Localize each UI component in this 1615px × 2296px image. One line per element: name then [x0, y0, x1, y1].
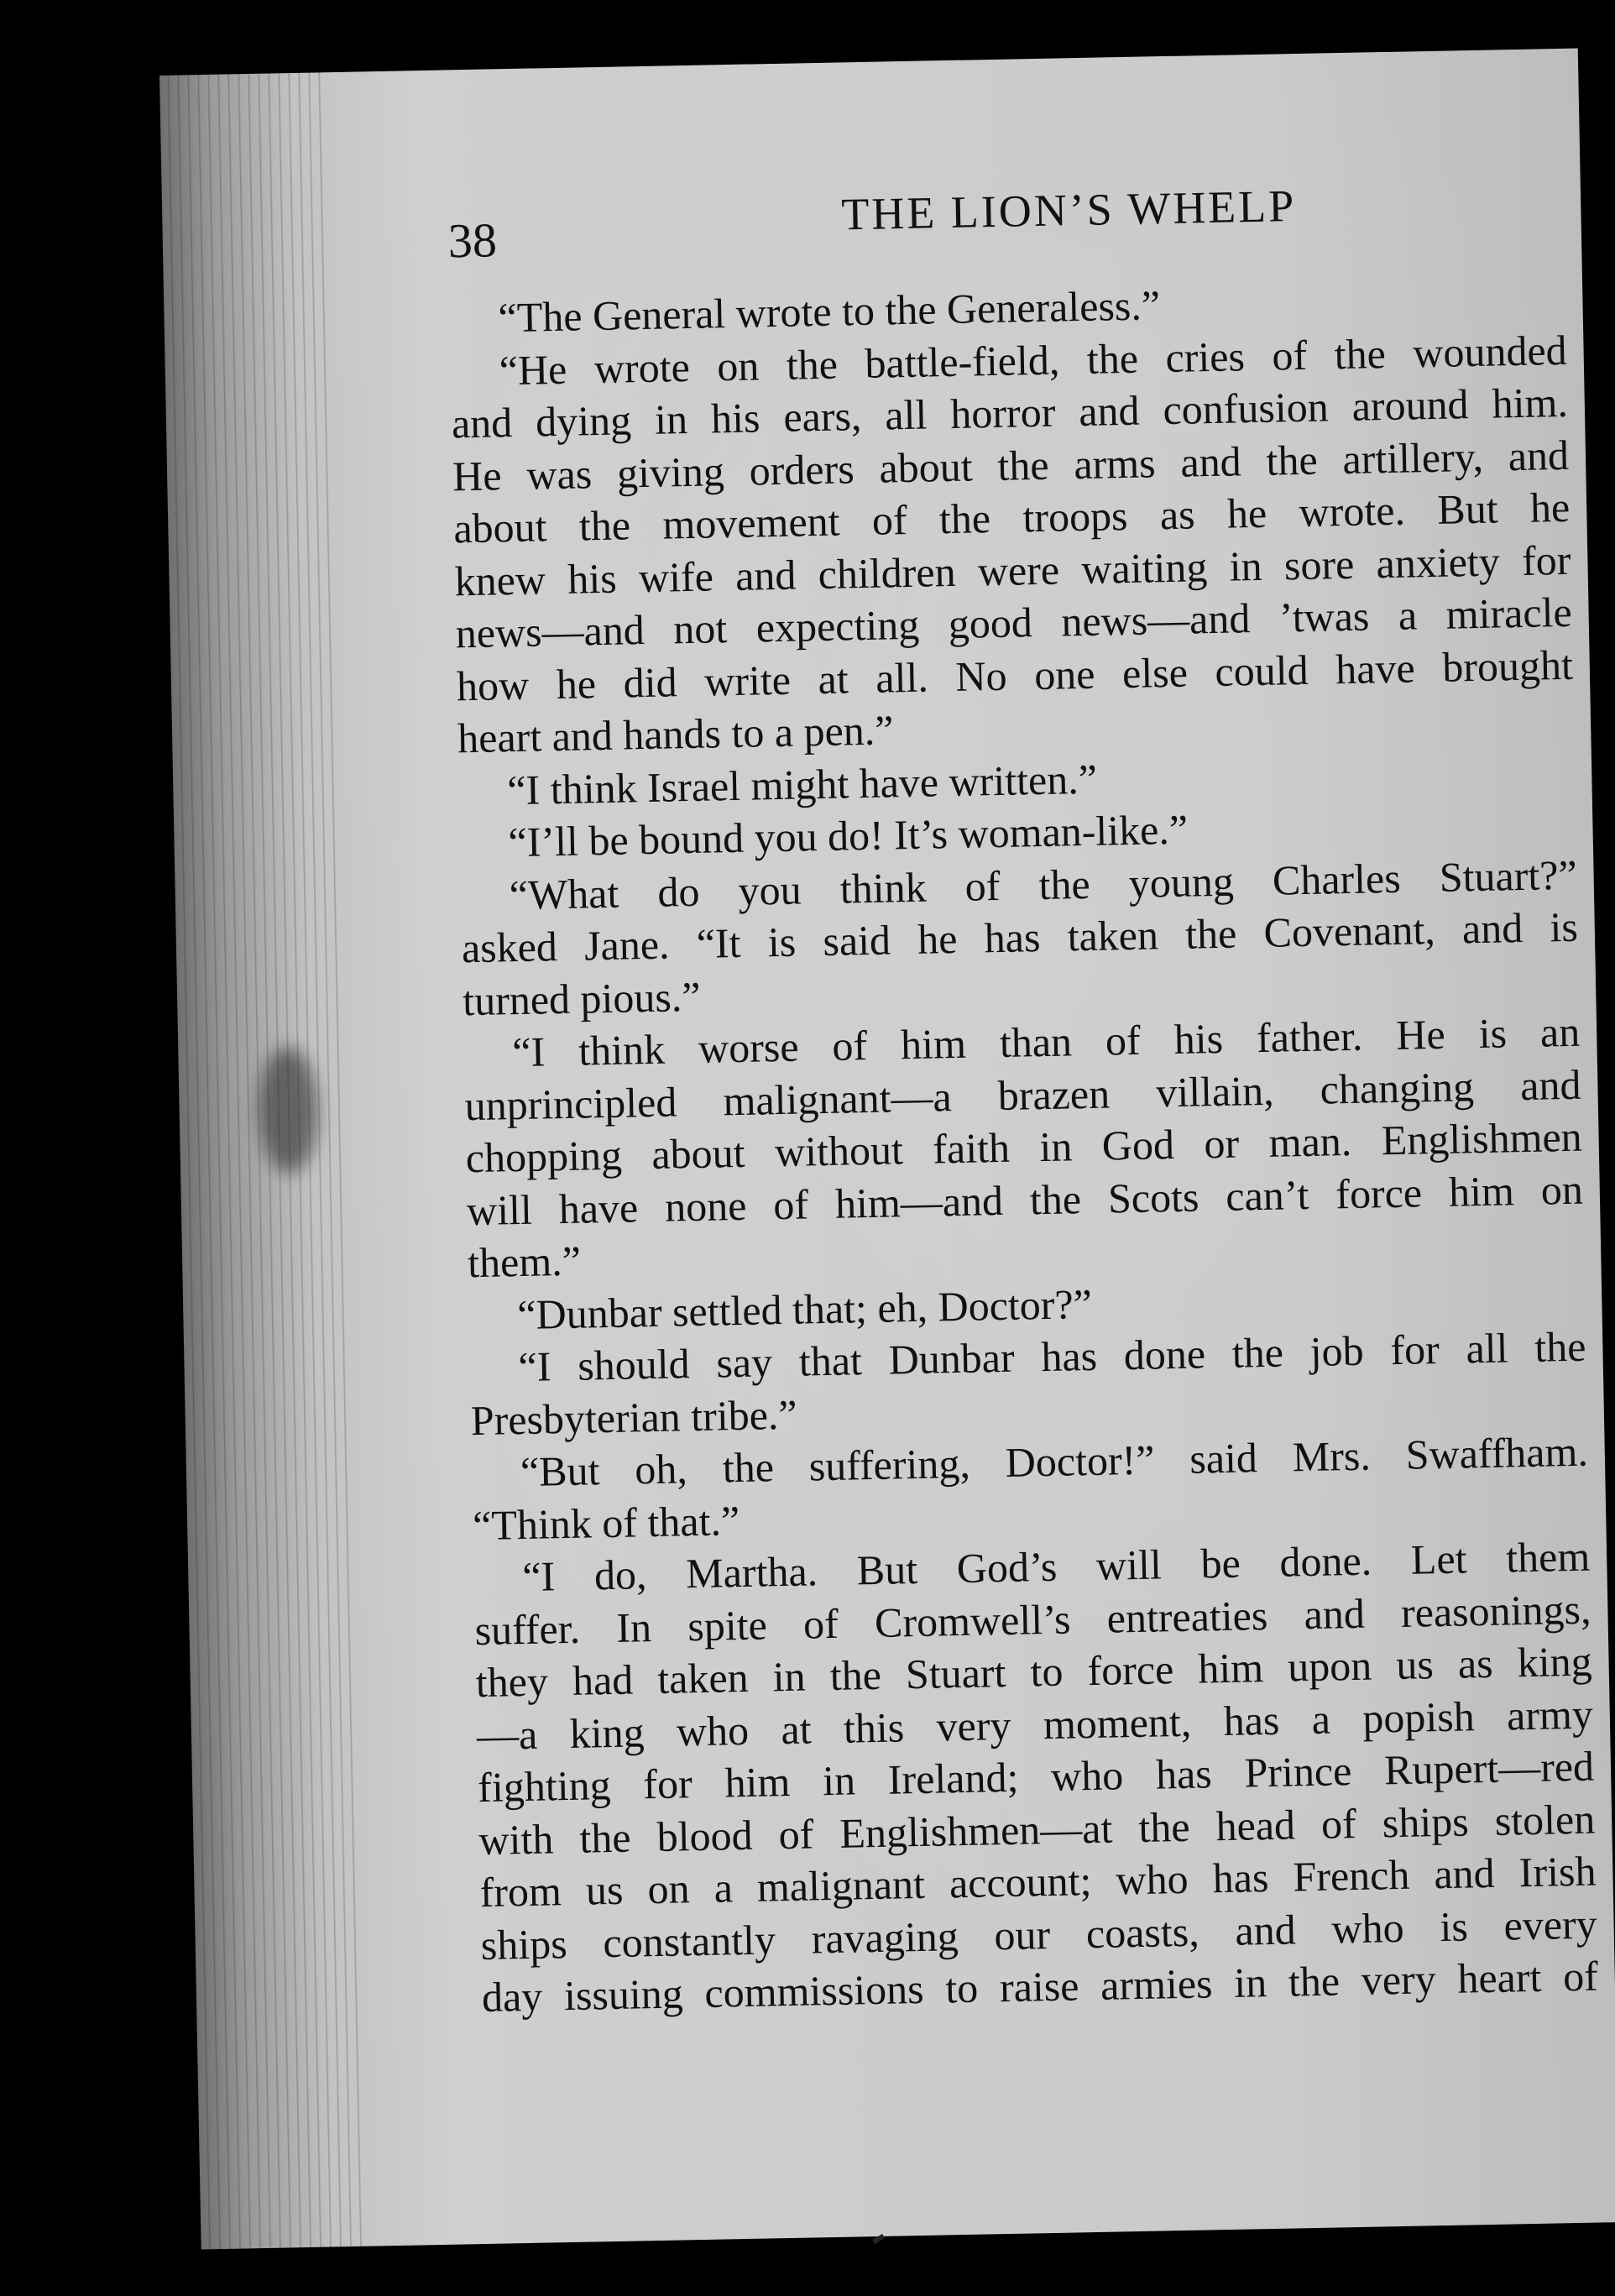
- text-line: they had taken in the Stuart to force him upon us as king: [475, 1637, 1593, 1707]
- page-binding-edge: [159, 72, 369, 2249]
- book-page: [159, 49, 1615, 2250]
- scan-speck: [872, 2234, 885, 2244]
- text-line: about the movement of the troops as he wrote. But he: [452, 483, 1571, 552]
- text-line: chopping about without faith in God or man. Englishmen: [465, 1112, 1583, 1182]
- text-line: will have none of him—and the Scots can’t force him on: [466, 1165, 1584, 1234]
- text-line: suffer. In spite of Cromwell’s entreaties and reasonings,: [474, 1585, 1591, 1654]
- text-line: “Dunbar settled that; eh, Doctor?”: [516, 1279, 1093, 1338]
- text-line: and dying in his ears, all horror and confusion around him.: [451, 378, 1569, 447]
- text-line: how he did write at all. No one else could have brought: [456, 641, 1574, 709]
- text-line: “He wrote on the battle-field, the cries of the wounded: [499, 326, 1568, 394]
- text-line: “What do you think of the young Charles Stuart?”: [509, 850, 1578, 918]
- text-line: them.”: [467, 1237, 582, 1287]
- book-title: THE LION’S WHELP: [840, 180, 1297, 240]
- text-line: asked Jane. “It is said he has taken the Covenant, and is: [461, 902, 1579, 972]
- text-line: ships constantly ravaging our coasts, and who is every: [480, 1900, 1598, 1969]
- text-line: news—and not expecting good news—and ’twas a miracle: [455, 588, 1573, 657]
- text-line: day issuing commissions to raise armies in the very heart of: [481, 1952, 1599, 2021]
- text-line: fighting for him in Ireland; who has Prince Rupert—red: [477, 1742, 1595, 1812]
- text-line: “The General wrote to the Generaless.”: [498, 281, 1161, 342]
- text-line: He was giving orders about the arms and the artillery, and: [452, 431, 1570, 499]
- text-line: unprincipled malignant—a brazen villain, changing and: [464, 1060, 1581, 1129]
- text-line: heart and hands to a pen.”: [457, 706, 894, 762]
- text-line: “I think Israel might have written.”: [506, 755, 1098, 813]
- text-line: with the blood of Englishmen—at the head of ships stolen: [478, 1795, 1596, 1864]
- text-line: “But oh, the suffering, Doctor!” said Mrs. Swaffham.: [520, 1427, 1589, 1496]
- text-line: “I should say that Dunbar has done the job for all the: [518, 1322, 1586, 1391]
- text-line: “I think worse of him than of his father. He is an: [511, 1007, 1581, 1076]
- body-text: [449, 271, 1598, 2024]
- text-line: “Think of that.”: [472, 1496, 740, 1549]
- text-line: knew his wife and children were waiting in sore anxiety for: [454, 536, 1571, 604]
- text-line: “I do, Martha. But God’s will be done. Let them: [521, 1532, 1591, 1601]
- text-line: Presbyterian tribe.”: [470, 1390, 798, 1444]
- text-line: —a king who at this very moment, has a popish army: [476, 1690, 1594, 1759]
- text-line: turned pious.”: [462, 972, 701, 1024]
- text-line: from us on a malignant account; who has French and Irish: [479, 1847, 1597, 1917]
- text-line: “I’ll be bound you do! It’s woman-like.”: [508, 805, 1189, 866]
- page-number: 38: [447, 212, 498, 269]
